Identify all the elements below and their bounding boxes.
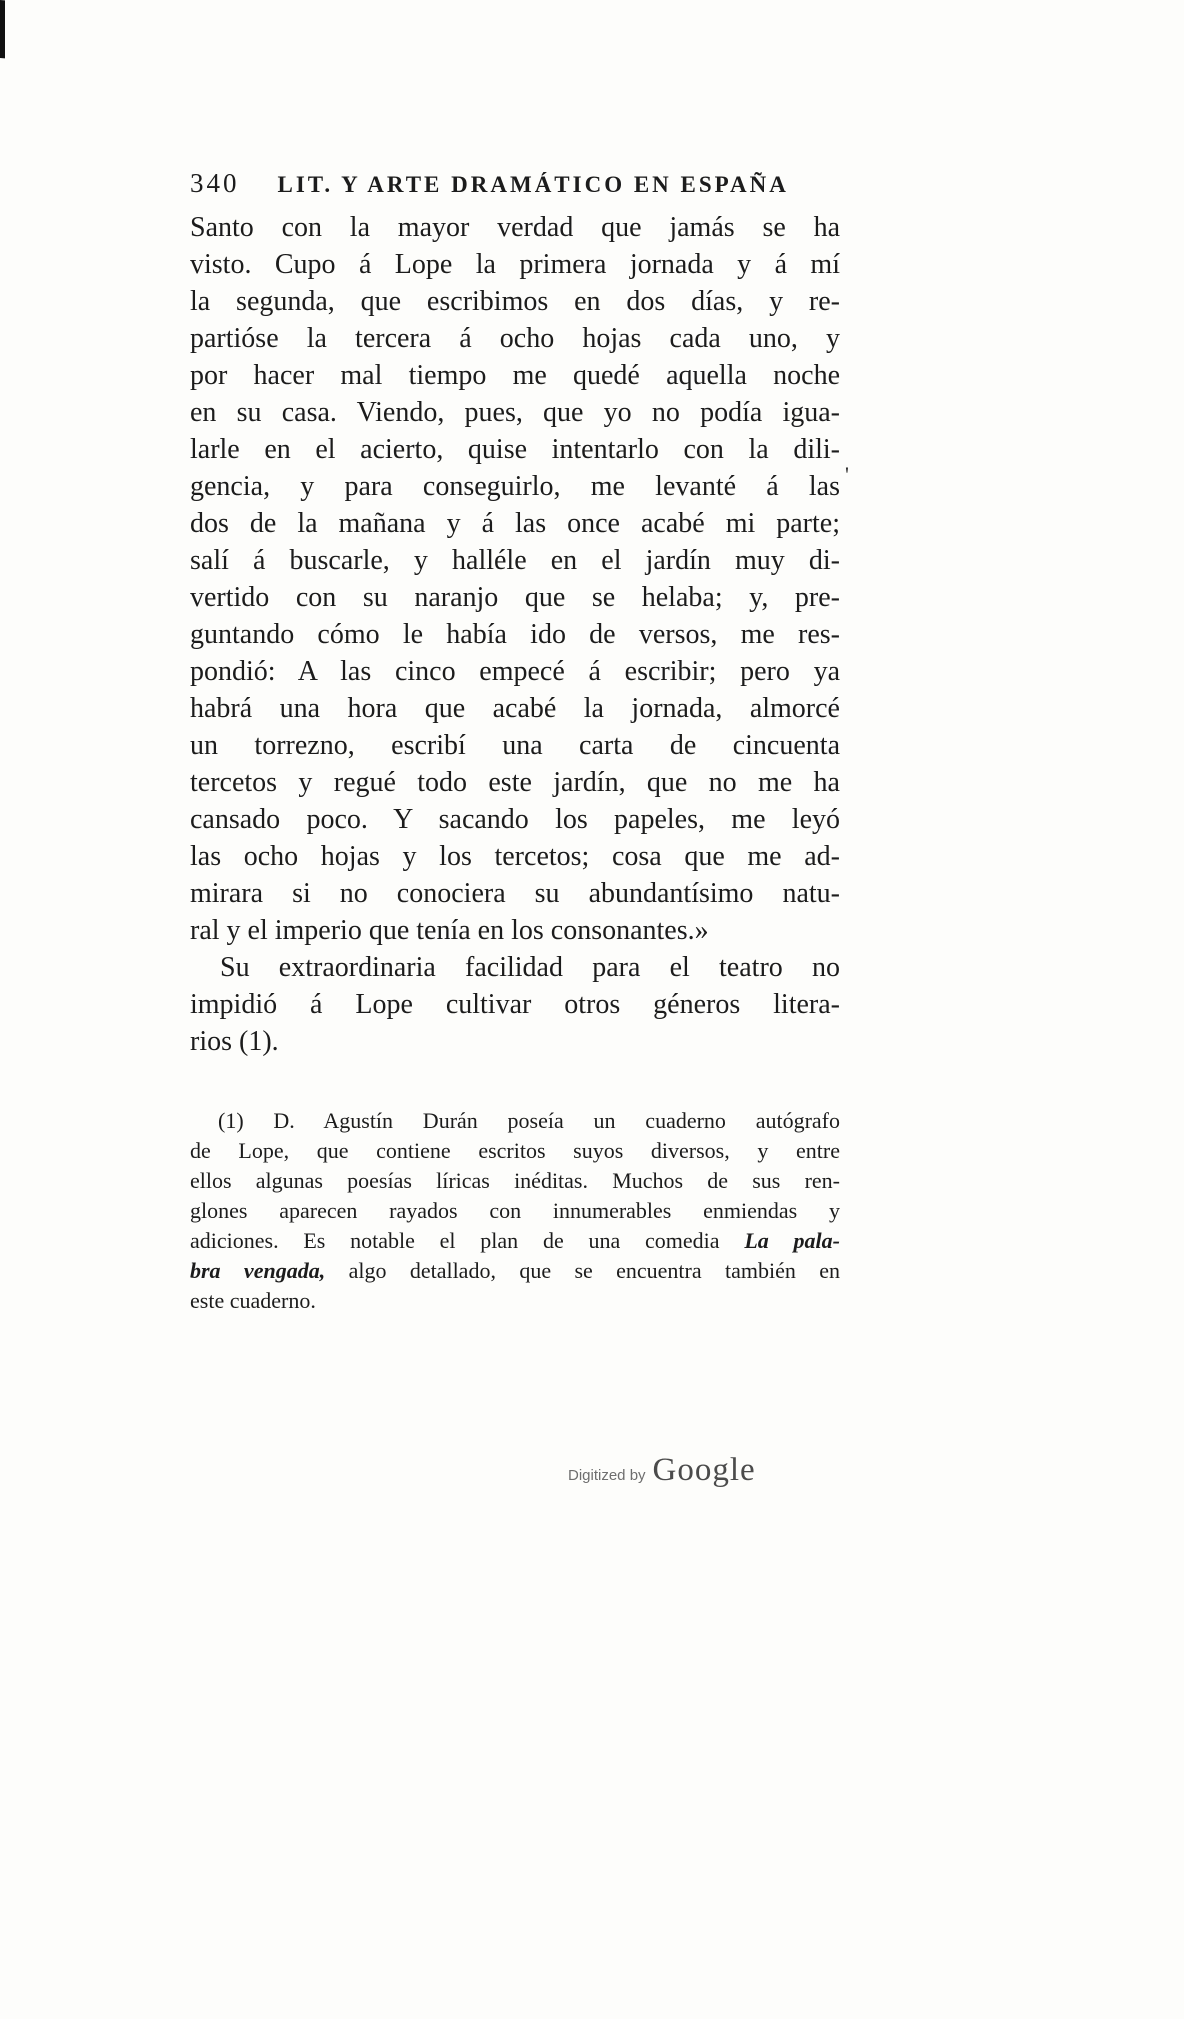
- text-line: en su casa. Viendo, pues, que yo no podía igua-: [190, 397, 840, 428]
- footnote-line: [190, 1226, 840, 1256]
- footnote-line: glones aparecen rayados con innumerables enmiendas y: [190, 1198, 840, 1223]
- footnote-line: [190, 1256, 840, 1286]
- text-line: vertido con su naranjo que se helaba; y, pre-: [190, 582, 840, 613]
- footnote-line: (1) D. Agustín Durán poseía un cuaderno autógrafo: [218, 1108, 840, 1133]
- text-line: salí á buscarle, y halléle en el jardín muy di-: [190, 545, 840, 576]
- text-line: pondió: A las cinco empecé á escribir; pero ya: [190, 656, 840, 687]
- text-line: Santo con la mayor verdad que jamás se ha: [190, 212, 840, 243]
- scan-artifact-mark: ': [845, 462, 849, 487]
- text-line: rios (1).: [190, 1026, 279, 1057]
- text-line: mirara si no conociera su abundantísimo natu-: [190, 878, 840, 909]
- footnote: [190, 1106, 840, 1316]
- text-line: un torrezno, escribí una carta de cincuenta: [190, 730, 840, 761]
- page-number: 340: [190, 168, 240, 198]
- footnote-work-title: bra vengada,: [190, 1258, 326, 1283]
- text-line: ral y el imperio que tenía en los consonantes.»: [190, 915, 709, 946]
- text-line: dos de la mañana y á las once acabé mi parte;: [190, 508, 840, 539]
- text-line: cansado poco. Y sacando los papeles, me leyó: [190, 804, 840, 835]
- google-logo: Google: [652, 1452, 756, 1488]
- text-line: guntando cómo le había ido de versos, me res-: [190, 619, 840, 650]
- footnote-line: ellos algunas poesías líricas inéditas. Muchos de sus ren-: [190, 1168, 840, 1193]
- text-line: partióse la tercera á ocho hojas cada uno, y: [190, 323, 840, 354]
- page-title: LIT. Y ARTE DRAMÁTICO EN ESPAÑA: [277, 172, 789, 197]
- text-line: impidió á Lope cultivar otros géneros litera-: [190, 989, 840, 1020]
- text-line: por hacer mal tiempo me quedé aquella noche: [190, 360, 840, 391]
- text-line: las ocho hojas y los tercetos; cosa que me ad-: [190, 841, 840, 872]
- google-watermark: [568, 1452, 756, 1489]
- body-text: [190, 209, 840, 1060]
- page-header: [190, 168, 840, 199]
- scan-artifact-edge: [0, 0, 5, 58]
- text-line: gencia, y para conseguirlo, me levanté á las: [190, 471, 840, 502]
- text-line: la segunda, que escribimos en dos días, y re-: [190, 286, 840, 317]
- text-line: Su extraordinaria facilidad para el teatro no: [220, 952, 840, 983]
- footnote-work-title: La pala-: [744, 1228, 840, 1253]
- text-line: visto. Cupo á Lope la primera jornada y á mí: [190, 249, 840, 280]
- footnote-text: algo detallado, que se encuentra también en: [325, 1258, 840, 1283]
- footnote-line: este cuaderno.: [190, 1288, 316, 1313]
- text-line: tercetos y regué todo este jardín, que no me ha: [190, 767, 840, 798]
- text-block: [190, 168, 840, 1316]
- footnote-text: adiciones. Es notable el plan de una comedia: [190, 1228, 745, 1253]
- text-line: habrá una hora que acabé la jornada, almorcé: [190, 693, 840, 724]
- digitized-by-label: Digitized by: [568, 1467, 646, 1484]
- footnote-line: de Lope, que contiene escritos suyos diversos, y entre: [190, 1138, 840, 1163]
- text-line: larle en el acierto, quise intentarlo con la dili-: [190, 434, 840, 465]
